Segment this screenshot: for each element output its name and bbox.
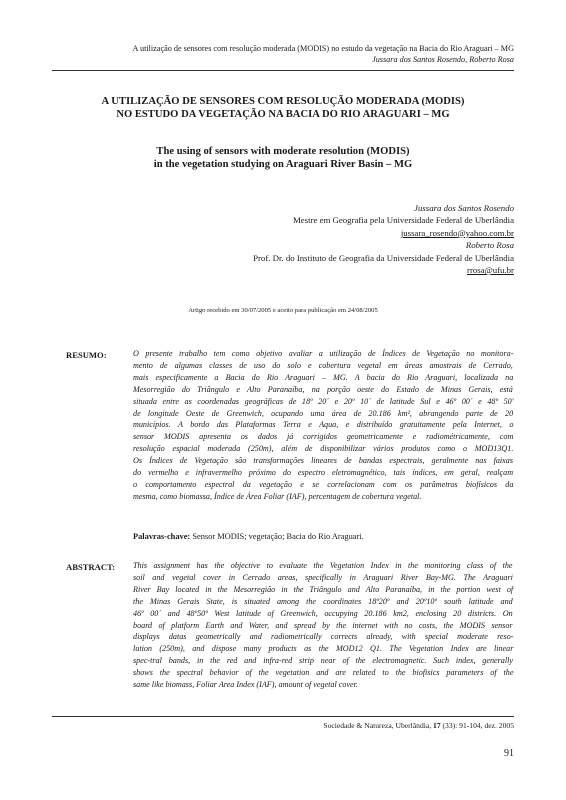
running-header-authors: Jussara dos Santos Rosendo, Roberto Rosa — [372, 55, 514, 64]
resumo-label: RESUMO: — [66, 350, 107, 360]
abstract-line: spec-tral bands, in the red and infra-red strip near of the electromagnetic. Such index, generally — [133, 656, 513, 666]
resumo-line: mais especificamente a Bacia do Rio Araguari – MG. A bacia do Rio Araguari, localizada na — [133, 372, 514, 382]
author-name: Roberto Rosa — [465, 240, 514, 251]
abstract-line: the Minas Gerais State, is situated among the coordinates 18º20º and 20º10º south latitude and — [133, 596, 513, 606]
keywords-label: Palavras-chave: — [133, 532, 191, 541]
resumo-line: situada entre as coordenadas geográficas de 18º 20´ e 20º 10´ de latitude Sul e 46º 00´ e 48º 50' — [133, 396, 514, 406]
resumo-line: do vermelho e infravermelho próximo do espectro eletromagnético, tais índices, em geral, realçam — [133, 468, 514, 478]
resumo-line: municípios. A bordo das Plataformas Terra e Aqua, e distribuído gratuitamente pela Internet, o — [133, 420, 514, 430]
resumo-line: o comportamento espectral da vegetação e se correlacionam com os parâmetros biofísicos da — [133, 479, 514, 489]
title-portuguese — [52, 95, 514, 121]
author-affiliation: Mestre em Geografia pela Universidade Federal de Uberlândia — [292, 215, 514, 226]
title-english — [52, 145, 514, 171]
author-block — [253, 202, 514, 276]
resumo-line: mesma, como biomassa, Índice de Área Foliar (IAF), percentagem de cobertura vegetal. — [133, 491, 422, 501]
resumo-line: resolução espacial moderada (250m), além de disponibilizar vários produtos como o MOD13Q1. — [133, 444, 514, 454]
abstract-text — [133, 560, 513, 691]
abstract-line: same like biomass, Foliar Area Index (IAF), amount of vegetal cover. — [133, 680, 358, 690]
resumo-line: de longitude Oeste de Greenwich, ocupando uma área de 20.186 km², abrangendo parte de 20 — [133, 408, 514, 418]
footer-divider — [52, 716, 514, 717]
abstract-line: shows the spectral behavior of the vegetation and are related to the biofisics parameters of the — [133, 668, 514, 678]
resumo-line: O presente trabalho tem como objetivo avaliar a utilização de Índices de Vegetação no monitora- — [133, 349, 514, 358]
abstract-line: lution (250m), and dispose many products as the MOD12 Q1. The Vegetation Index are linear — [133, 644, 514, 654]
abstract-label: ABSTRACT: — [66, 562, 116, 572]
title-en-line-1: The using of sensors with moderate resolution (MODIS) — [156, 146, 410, 157]
journal-issue-pages: (33): 91-104, dez. 2005 — [440, 721, 514, 730]
abstract-line: River Bay located in the Mesorregião in the Triângulo and Alto Paranaíba, in the portion west of — [133, 584, 514, 594]
running-header-title: A utilização de sensores com resolução moderada (MODIS) no estudo da vegetação na Bacia do Rio Araguari – MG — [132, 44, 514, 53]
journal-citation — [323, 721, 514, 730]
title-en-line-2: in the vegetation studying on Araguari River Basin – MG — [153, 159, 413, 170]
abstract-line: board of platform Earth and Water, and spread by the internet with no costs, the MODIS sensor — [133, 620, 513, 630]
received-date-note: Artigo recebido em 30/07/2005 e aceito para publicação em 24/08/2005 — [188, 307, 378, 314]
author-name: Jussara dos Santos Rosendo — [414, 203, 514, 213]
keywords — [133, 532, 364, 541]
running-header — [132, 43, 514, 65]
abstract-line: displays datas geometrically and radiometrically corrects already, with special moderate reso- — [133, 632, 514, 642]
resumo-line: sensor MODIS apresenta os dados já corrigidos geometricamente e radiométricamente, com — [133, 432, 514, 442]
title-pt-line-2: NO ESTUDO DA VEGETAÇÃO NA BACIA DO RIO ARAGUARI – MG — [116, 109, 450, 120]
author-email-link[interactable]: jussara_rosendo@yahoo.com.br — [400, 227, 514, 238]
abstract-line: soil and vegetal cover in Cerrado areas, specifically in Araguari River Bay-MG. The Araguari — [133, 572, 513, 582]
journal-volume: 17 — [433, 721, 441, 730]
author-email-link[interactable]: rrosa@ufu.br — [467, 265, 514, 276]
abstract-line: This assignment has the objective to evaluate the Vegetation Index in the monitoring class of the — [133, 561, 513, 570]
keywords-text: Sensor MODIS; vegetação; Bacia do Rio Araguari. — [192, 532, 364, 541]
author-affiliation: Prof. Dr. do Instituto de Geografia da Universidade Federal de Uberlândia — [253, 252, 514, 263]
resumo-line: Os Índices de Vegetação são transformações lineares de bandas espectrais, geralmente nas faixas — [133, 456, 513, 466]
resumo-text — [133, 348, 513, 503]
title-pt-line-1: A UTILIZAÇÃO DE SENSORES COM RESOLUÇÃO MODERADA (MODIS) — [101, 96, 465, 107]
resumo-line: Mesorregião do Triângulo e Alto Paranaíba, na porção oeste do Estado de Minas Gerais, está — [133, 384, 513, 394]
resumo-line: mento de algumas classes de uso do solo e cobertura vegetal em áreas amostrais de Cerrado, — [133, 360, 513, 370]
header-divider — [52, 70, 514, 71]
page-number: 91 — [504, 748, 514, 759]
journal-name: Sociedade & Natureza, Uberlândia, — [323, 721, 434, 730]
abstract-line: 46º 00´ and 48º50º West latitude of Greenwich, occupying 20.186 km2, enclosing 20 districts. On — [133, 608, 513, 618]
